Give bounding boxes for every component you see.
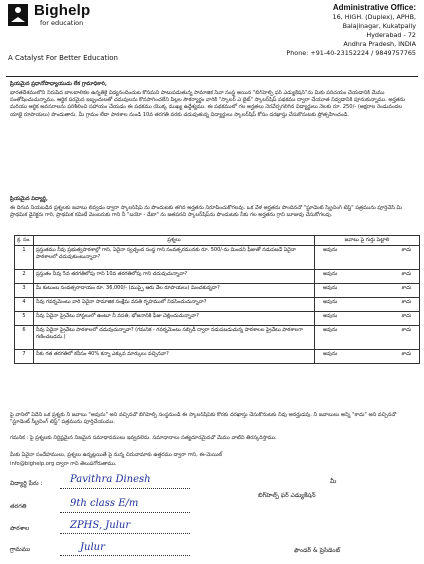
intro-paragraph: భారతదేశములోని నిరుపేద బాలబాలికల ఉన్నతికై విద్యనందించుట కోసమని పాటుపడుతున్న సామాజిక సేవా సంస్థ అయిన "బిగ్‌హెల్ప్ ఫర్ ఎడ్యుకేషన్"ను మీకు పరిచయం చేయడానికి మేము సంతోషించుచున్నాము. ఆర్థిక పరమైన ఇబ్బందులతో చదువులను కొనసాగించలేని పిల్లల సౌకర్యార్థం వారికి "స్కాలర్ ఎ బైట్" స్కాలర్‌షిప్ పథకము ద్వారా చేయూత నివ్వడానికి పూనుకున్నాము. అర్హతను మరియు ఆర్థిక అవసరాలను పరిశీలించి సహాయం చేయడం ఈ పథకము యొక్క ముఖ్య ఉద్దేశ్యము. ఈ పథకములో గల అర్హతలు నెరవేర్చగలిగిన విద్యార్థులు నెలకు రూ. 250/- (అక్షరాల రెండువందల యాభై రూపాయలు) పొందుతారు. మీ గ్రామం లేదా పాఠశాల నుండి 10వ తరగతి వరకు చదువుతున్న విద్యార్థులు స్కాలర్‌షిప్ కోసం దరఖాస్తు చేసుకొనుటకు ప్రోత్సహించండి.: [10, 90, 406, 118]
eligibility-table: [14, 235, 420, 364]
answer-no-marked[interactable]: కాదు: [401, 271, 411, 277]
answer-no-marked[interactable]: కాదు: [401, 247, 411, 253]
answer-cell[interactable]: [315, 326, 420, 350]
table-row: [15, 326, 420, 350]
row-number: 2: [15, 270, 34, 284]
answer-cell[interactable]: [315, 246, 420, 270]
salutation-student: ప్రియమైన విద్యార్థి,: [10, 196, 48, 202]
row-number: 6: [15, 326, 34, 350]
salutation-headmaster: ప్రియమైన ప్రధానోపాధ్యాయుడు లేక గ్రామాధికారి,: [10, 81, 107, 87]
student-name-label: విద్యార్థి పేరు :: [10, 480, 43, 487]
brand-name: Bighelp: [34, 2, 91, 19]
contact-note: మీకు ఏవైనా సందేహములు, ప్రశ్నలు ఉన్నట్లయితే పై నున్న చిరునామాకు ఉత్తరము ద్వారా గాని, ఈ-మెయిల్: [10, 452, 223, 458]
row-number: 1: [15, 246, 34, 270]
class-line: [60, 512, 190, 513]
office-title: Administrative Office:: [332, 3, 416, 12]
phone-line: Phone: +91-40-23152224 / 9849757765: [286, 49, 416, 57]
email-line: info@bighelp.org ద్వారా గాని తెలుపగోరుతాము.: [10, 461, 117, 467]
answer-yes[interactable]: అవును: [323, 271, 338, 277]
answer-cell[interactable]: [315, 270, 420, 284]
question-text: నీవు గవర్నమెంటు వారి ఏదైనా సామాజిక సంక్షేమ వసతి గృహములో నివసించుచున్నావా?: [34, 298, 315, 312]
answer-yes[interactable]: అవును: [323, 247, 338, 253]
answer-yes[interactable]: అవును: [323, 299, 338, 305]
table-row: [15, 312, 420, 326]
tagline: A Catalyst For Better Education: [8, 54, 118, 62]
row-number: 7: [15, 350, 34, 364]
answer-no-marked[interactable]: కాదు: [401, 285, 411, 291]
village-line: [60, 555, 190, 556]
header-divider: [6, 76, 418, 77]
school-label: పాఠశాల: [10, 525, 30, 532]
answer-no-marked[interactable]: కాదు: [401, 351, 411, 357]
student-name-line: [60, 488, 190, 489]
address-line: Andhra Pradesh, INDIA: [343, 40, 416, 48]
table-row: [15, 298, 420, 312]
eligibility-note: పై వానిలో ఏదేని ఒక ప్రశ్నకు నీ జవాబు "అవును" అని వచ్చినచో బిగ్‌హెల్ప్ సంస్థనుండి ఈ స్కాలర్‌షిప్‌కు కొరకు దరఖాస్తు చేసుకొనుటకు నీవు అనర్హుడవు. నీ జవాబులు అన్నీ "కాదు" అని వచ్చినచో "స్టూడెంట్ స్క్రీనింగ్ టెస్ట్" పత్రమును పూర్తిచేయుము.: [10, 412, 397, 426]
answer-yes[interactable]: అవును: [323, 351, 338, 357]
col-header-questions: ప్రశ్నలు: [34, 236, 315, 246]
answer-cell[interactable]: [315, 298, 420, 312]
answer-cell[interactable]: [315, 312, 420, 326]
answer-no-marked[interactable]: కాదు: [401, 313, 411, 319]
brand-subtitle: for education: [40, 19, 84, 27]
school-line: [60, 533, 190, 534]
answer-yes[interactable]: అవును: [323, 285, 338, 291]
question-text: నీవు ఏదైనా ప్రైవేటు పాఠశాలలో చదువుచున్నావా? (గమనిక - గవర్నమెంటు సబ్సిడీ ద్వారా నడుపబడుచున్న పాఠశాలల ప్రైవేటు పాఠశాలగా గణించబడదు.): [34, 326, 315, 350]
question-text: నీకు గత తరగతిలో కనీసం 40% కన్నా ఎక్కువ మార్కులు వచ్చినవా?: [34, 350, 315, 364]
sign-off: మీ: [330, 478, 337, 485]
answer-yes[interactable]: అవును: [323, 313, 338, 319]
school-field[interactable]: ZPHS, Julur: [70, 520, 131, 531]
village-label: గ్రామము: [10, 546, 31, 553]
answer-cell[interactable]: [315, 350, 420, 364]
answer-yes[interactable]: అవును: [323, 327, 338, 333]
row-number: 4: [15, 298, 34, 312]
student-paragraph: ఈ దిగువ నీయబడిన ప్రశ్నలకు జవాబు లివ్వడం ద్వారా స్కాలర్‌షిప్ ను పొందుటకు తగిన అర్హతను నిరూపించుకోగలవు. ఒక వేళ అర్హతను పొందినచో "స్టూడెంట్ స్క్రీనింగ్ టెస్ట్" పత్రమును పూర్తిచేసి మీ ప్రాథమిక డైరెక్టరు గారి, ప్రాథమిక కమిటీ మెంబరుకు గాని నీ "బయో - డేటా" ను జతపరచి స్కాలర్‌షిప్‌ను పొందుటకు నీకు గల అర్హతను గ్రాని బూజువు చేసుకోగలవు.: [10, 205, 402, 219]
question-text: మీ కుటుంబ సంవత్సరాదాయం రూ. 36,000/- (ముప్పై ఆరు వేల రూపాయలు) మించకున్నదా?: [34, 284, 315, 298]
answer-no-marked[interactable]: కాదు: [401, 327, 411, 333]
table-row: [15, 350, 420, 364]
table-header-row: [15, 236, 420, 246]
question-text: ప్రస్తుతం నీవు 5వ తరగతిలోపు గాని 10వ తరగతిలోపు గాని చదువుచున్నావా?: [34, 270, 315, 284]
row-number: 5: [15, 312, 34, 326]
row-number: 3: [15, 284, 34, 298]
class-field[interactable]: 9th class E/m: [70, 498, 139, 509]
caution-note: గమనిక : పై ప్రశ్నలకు నిర్దిష్టమైన నిజమైన సమాధానములు ఇవ్వవలెను. సమాధానాలు సత్యదూరమైనచో మేము వాటిని తిరస్కరిస్తాము.: [10, 435, 277, 441]
answer-no-marked[interactable]: కాదు: [401, 299, 411, 305]
address-line: Balajinagar, Kukatpally: [342, 22, 416, 30]
student-name-field[interactable]: Pavithra Dinesh: [70, 474, 151, 485]
address-line: 16, HIGH. (Duplex), APHB,: [332, 13, 416, 21]
village-field[interactable]: Julur: [80, 542, 105, 553]
question-text: ప్రస్తుతము నీవు ప్రభుత్వపాఠశాల్లో గాని, ఏదైనా స్వచ్ఛంద సంస్థ గాని సంవత్సరమునకు రూ. 500/-ను మించని ఫీజుతో నడుపబడే ఏదైనా పాఠశాలలో చదువుకుంటున్నావా?: [34, 246, 315, 270]
address-line: Hyderabad - 72: [366, 31, 416, 39]
col-header-answer: జవాబు పై గుర్తు పెట్టాలి: [315, 236, 420, 246]
office-address: [226, 2, 416, 58]
table-row: [15, 270, 420, 284]
bighelp-logo-icon: [8, 4, 28, 26]
col-header-sno: క్ర. సం.: [15, 236, 34, 246]
question-text: నీవు ఏదైనా ప్రైవేటు హాస్టలులో ఉంటూ నీ వసతి, భోజనానికి ఫీజు చెల్లించుచున్నావా?: [34, 312, 315, 326]
table-row: [15, 246, 420, 270]
founder-title: ఫౌండర్ & ప్రెసిడెంట్: [294, 547, 341, 554]
org-signature-name: బిగ్‌హెల్ప్ ఫర్ ఎడ్యుకేషన్: [258, 492, 316, 499]
answer-cell[interactable]: [315, 284, 420, 298]
class-label: తరగతి: [10, 503, 27, 510]
table-row: [15, 284, 420, 298]
